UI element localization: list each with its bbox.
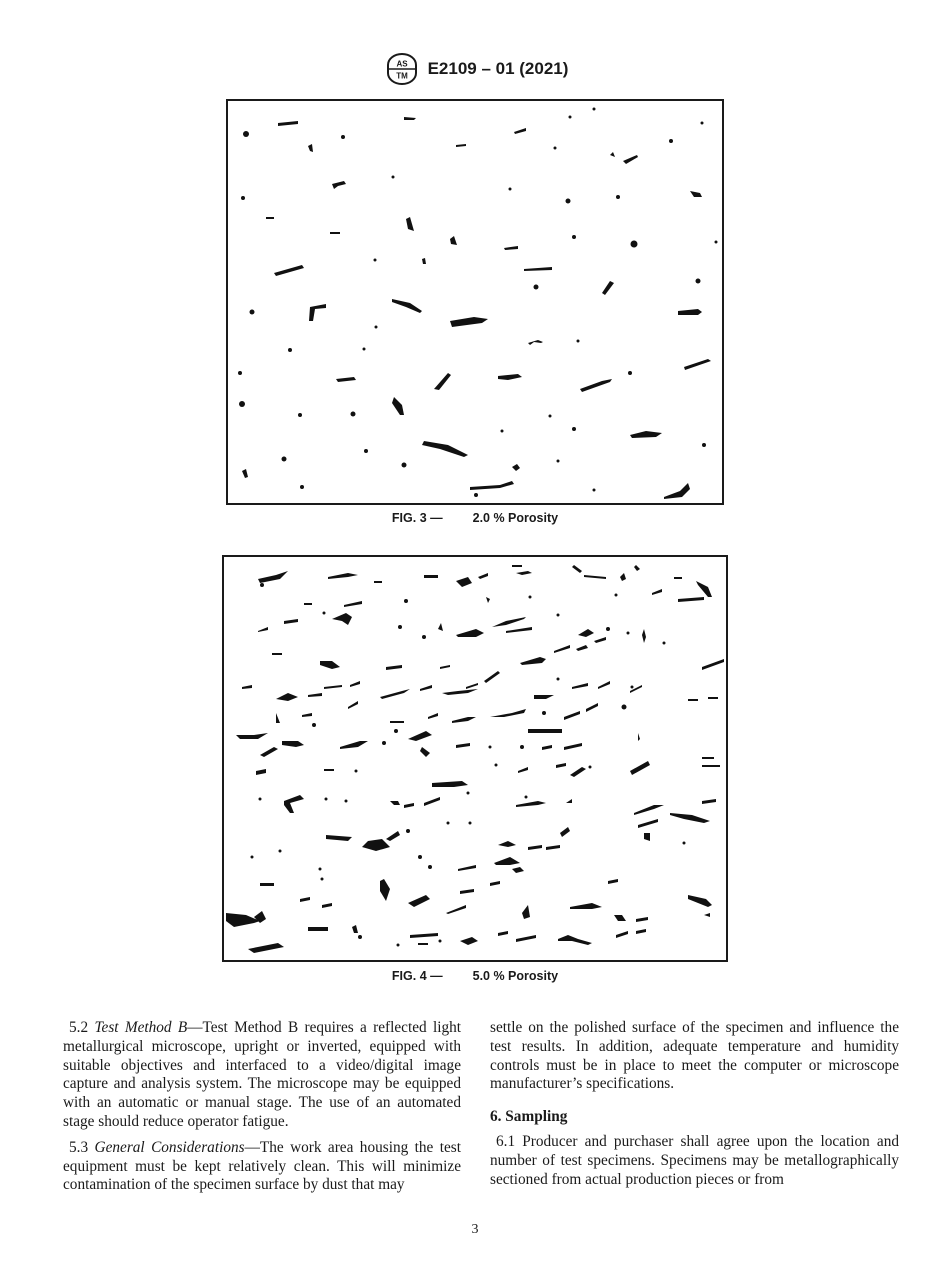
- paragraph-5-2: [63, 1019, 461, 1132]
- figure-3-micrograph: [226, 99, 724, 505]
- porosity-5pct-image: [224, 557, 726, 960]
- para-5-2-title: Test Method B: [94, 1019, 188, 1036]
- figure-3-label: FIG. 3 —: [391, 511, 443, 525]
- figure-3-title: 2.0 % Porosity: [472, 511, 559, 525]
- paragraph-6-1: 6.1 Producer and purchaser shall agree upon the location and number of test specimens. Specimens may be metallographically sectioned from actual production pieces or from: [490, 1132, 899, 1188]
- para-5-3-title: General Considerations: [94, 1138, 245, 1156]
- paragraph-5-3-continued: settle on the polished surface of the specimen and influence the test results. In addition, adequate temperature and humidity controls must be in place to meet the computer or microscope manufacturer’s specifications.: [490, 1019, 899, 1093]
- svg-text:TM: TM: [395, 71, 408, 81]
- figure-4-caption: [0, 969, 950, 983]
- figure-3-caption: [0, 511, 950, 525]
- para-5-3-text: —The work area housing the test equipment must be kept relatively clean. This will minimize contamination of the specimen surface by dust that may: [63, 1138, 461, 1194]
- right-column: [490, 1019, 899, 1196]
- paragraph-5-3: [63, 1139, 461, 1195]
- page-header: [0, 52, 950, 86]
- left-column: [63, 1019, 461, 1202]
- figure-4-label: FIG. 4 —: [391, 969, 443, 983]
- svg-text:AS: AS: [396, 59, 408, 69]
- document-id: E2109 – 01 (2021): [427, 59, 569, 78]
- para-5-2-number: 5.2: [69, 1019, 89, 1036]
- para-5-3-number: 5.3: [69, 1138, 89, 1156]
- porosity-2pct-image: [228, 101, 722, 503]
- para-5-2-text: —Test Method B requires a reflected light metallurgical microscope, upright or inverted, equipped with suitable objectives and interfaced to a video/digital image capture and analysis system. The microscope may be equipped with an automatic or manual stage. The use of an automated stage should reduce operator fatigue.: [63, 1019, 461, 1130]
- astm-logo-icon: [382, 53, 422, 85]
- page-number: 3: [471, 1222, 479, 1237]
- section-6-heading: 6. Sampling: [490, 1108, 568, 1126]
- figure-4-title: 5.0 % Porosity: [472, 969, 559, 983]
- figure-4-micrograph: [222, 555, 728, 962]
